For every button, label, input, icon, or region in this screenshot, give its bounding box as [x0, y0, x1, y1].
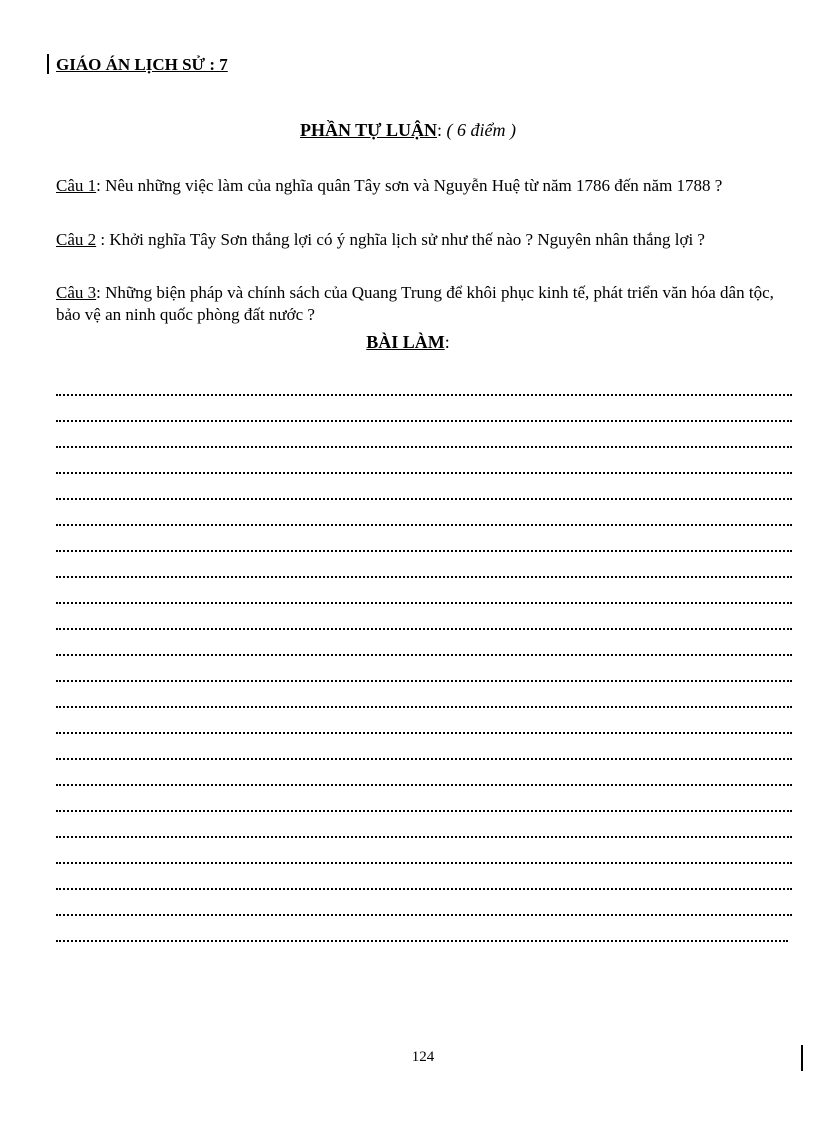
answer-line[interactable]	[56, 396, 792, 422]
question-2-text: : Khởi nghĩa Tây Sơn thắng lợi có ý nghĩa lịch sử như thế nào ? Nguyên nhân thắng lợi ?	[96, 230, 705, 249]
answer-line[interactable]	[56, 578, 792, 604]
answer-title: BÀI LÀM	[366, 332, 445, 352]
answer-line[interactable]	[56, 552, 792, 578]
question-1-label: Câu 1	[56, 176, 97, 195]
section-title: PHẦN TỰ LUẬN	[299, 120, 437, 140]
question-2	[56, 229, 796, 251]
right-margin-mark	[801, 1045, 803, 1071]
answer-line[interactable]	[56, 370, 792, 396]
answer-line[interactable]	[56, 474, 792, 500]
question-2-label: Câu 2	[56, 230, 97, 249]
answer-line[interactable]	[56, 864, 792, 890]
document-header: GIÁO ÁN LỊCH SỬ : 7	[56, 55, 228, 74]
answer-line[interactable]	[56, 448, 792, 474]
answer-line[interactable]	[56, 812, 792, 838]
answer-line[interactable]	[56, 682, 792, 708]
question-1	[56, 175, 796, 197]
section-points: ( 6 điểm )	[446, 120, 516, 140]
answer-line[interactable]	[56, 630, 792, 656]
question-3	[56, 282, 796, 326]
page-number: 124	[411, 1049, 435, 1065]
answer-separator: :	[444, 332, 450, 352]
answer-line[interactable]	[56, 838, 792, 864]
question-1-text: : Nêu những việc làm của nghĩa quân Tây sơn và Nguyễn Huệ từ năm 1786 đến năm 1788 ?	[96, 176, 723, 195]
answer-line[interactable]	[56, 734, 792, 760]
answer-heading	[0, 332, 816, 353]
question-3-text: : Những biện pháp và chính sách của Quang Trung để khôi phục kinh tế, phát triển văn hóa dân tộc, bảo vệ an ninh quốc phòng đất nước ?	[56, 283, 774, 324]
answer-line[interactable]	[56, 604, 792, 630]
answer-line[interactable]	[56, 890, 792, 916]
answer-line[interactable]	[56, 916, 788, 942]
section-separator: :	[437, 120, 443, 140]
answer-lines	[56, 370, 792, 942]
answer-line[interactable]	[56, 708, 792, 734]
section-heading	[0, 120, 816, 141]
answer-line[interactable]	[56, 500, 792, 526]
answer-line[interactable]	[56, 760, 792, 786]
answer-line[interactable]	[56, 422, 792, 448]
left-margin-mark	[47, 54, 49, 74]
question-3-label: Câu 3	[56, 283, 97, 302]
answer-line[interactable]	[56, 656, 792, 682]
answer-line[interactable]	[56, 526, 792, 552]
answer-line[interactable]	[56, 786, 792, 812]
